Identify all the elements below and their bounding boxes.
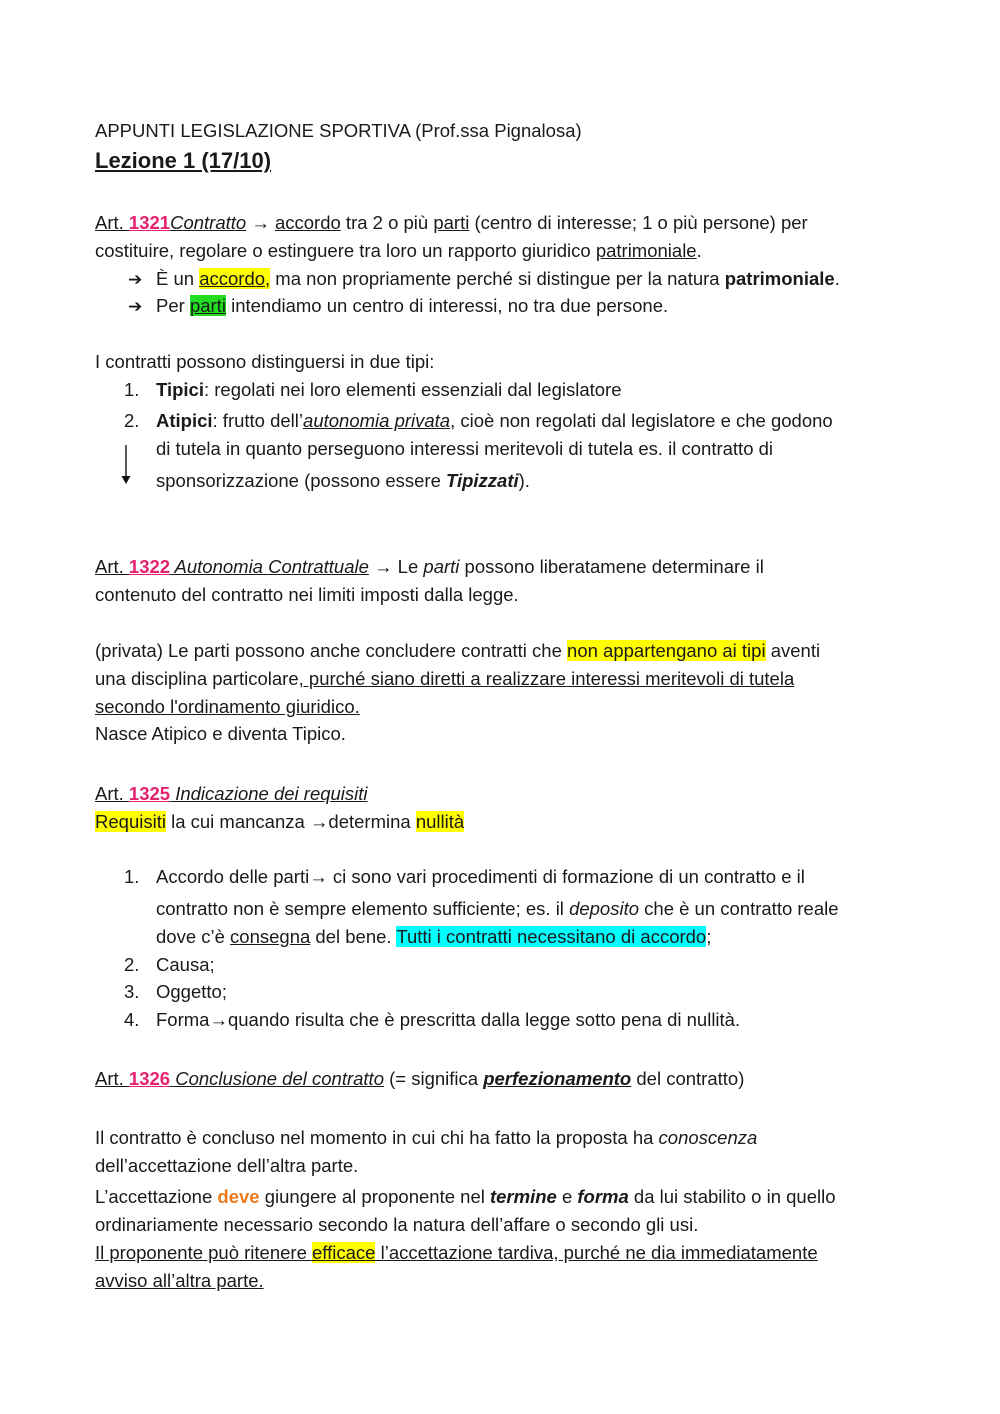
tipici-item [156, 378, 622, 402]
requisiti-line [95, 810, 464, 834]
underlined-text: l’accettazione tardiva, purché ne dia immediatamente [375, 1242, 818, 1263]
lesson-title [95, 149, 271, 174]
highlight-parti: parti [189, 295, 226, 316]
highlight-accordo: accordo, [199, 268, 271, 289]
art-1321-line2 [95, 239, 702, 263]
art-label: Art. [95, 1068, 129, 1089]
text-segment: → Le [368, 556, 424, 577]
article-name: Contratto [170, 212, 247, 233]
term-conoscenza: conoscenza [658, 1127, 758, 1148]
requisito-accordo-line2 [156, 897, 839, 921]
text-segment: da lui stabilito o in quello [628, 1186, 836, 1207]
text-segment: ; [706, 926, 712, 947]
term-parti: parti [433, 212, 470, 233]
text-segment: , cioè non regolati dal legislatore e che godono [450, 410, 833, 431]
text-segment: e [556, 1186, 578, 1207]
art-1322-p2 [95, 667, 794, 691]
text-segment: la cui mancanza →determina [165, 811, 416, 832]
term-tipici: Tipici [156, 379, 204, 400]
underlined-text: secondo l'ordinamento giuridico. [95, 696, 360, 717]
art-1326-p6 [95, 1269, 264, 1293]
text-segment: : regolati nei loro elementi essenziali dal legislatore [203, 379, 622, 400]
art-1322-p4: Nasce Atipico e diventa Tipico. [95, 723, 346, 744]
text-segment: Il contratto è concluso nel momento in cui chi ha fatto la proposta ha [95, 1127, 659, 1148]
course-title [95, 119, 582, 143]
bullet-2 [156, 294, 668, 318]
requisito-oggetto: Oggetto; [156, 981, 227, 1002]
text-segment: : frutto dell’ [212, 410, 304, 431]
underlined-text: avviso all’altra parte. [95, 1270, 264, 1291]
list-number: 1. [124, 379, 140, 400]
term-atipici: Atipici [156, 410, 213, 431]
art-1326-heading [95, 1067, 744, 1091]
highlight-efficace: efficace [312, 1242, 376, 1263]
text-segment: ). [518, 470, 530, 491]
article-name: Autonomia Contrattuale [170, 556, 369, 577]
text-segment: possono liberatamene determinare il [459, 556, 764, 577]
list-number: 2. [124, 410, 140, 431]
list-number: 3. [124, 981, 140, 1002]
text-segment: aventi [765, 640, 821, 661]
art-1322-p1 [95, 639, 820, 663]
atipici-line2: di tutela in quanto perseguono interessi meritevoli di tutela es. il contratto di [156, 438, 774, 459]
down-arrow-icon [120, 445, 132, 485]
bullet-arrow-icon: ➔ [128, 270, 143, 289]
term-patrimoniale: patrimoniale [595, 240, 697, 261]
article-name: Conclusione del contratto [170, 1068, 384, 1089]
art-1322-heading [95, 555, 764, 579]
text-segment: che è un contratto reale [639, 898, 839, 919]
art-1326-p1 [95, 1126, 757, 1150]
article-number: 1326 [128, 1068, 171, 1089]
underlined-text: Il proponente può ritenere [95, 1242, 313, 1263]
term-deve: deve [217, 1186, 260, 1207]
text-segment: ma non propriamente perché si distingue per la natura [270, 268, 725, 289]
art-1322-p3 [95, 695, 360, 719]
text-segment: una disciplina particolare [95, 668, 299, 689]
art-1326-p5 [95, 1241, 818, 1265]
term-deposito: deposito [569, 898, 640, 919]
atipici-item [156, 409, 833, 433]
requisito-accordo-line3 [156, 925, 711, 949]
term-accordo: accordo [274, 212, 341, 233]
text-segment: . [696, 240, 702, 261]
highlight-tutti-i-contratti: Tutti i contratti necessitano di accordo [396, 926, 707, 947]
text-segment: giungere al proponente nel [259, 1186, 490, 1207]
term-autonomia-privata: autonomia privata [303, 410, 451, 431]
text-segment: . [834, 268, 840, 289]
list-number: 2. [124, 954, 140, 975]
text-segment: Per [156, 295, 190, 316]
requisito-forma: Forma→quando risulta che è prescritta dalla legge sotto pena di nullità. [156, 1009, 741, 1030]
term-forma: forma [577, 1186, 629, 1207]
term-termine: termine [489, 1186, 557, 1207]
text-segment: del contratto) [631, 1068, 745, 1089]
art-1322-line2: contenuto del contratto nei limiti imposti dalla legge. [95, 584, 519, 605]
bullet-1 [156, 267, 840, 291]
text-segment: tra 2 o più [340, 212, 434, 233]
list-number: 4. [124, 1009, 140, 1030]
text-segment: del bene. [310, 926, 397, 947]
art-1326-p3 [95, 1185, 836, 1209]
atipici-line3 [156, 469, 530, 493]
highlight-non-appartengano: non appartengano ai tipi [567, 640, 766, 661]
underlined-text: , purché siano diretti a realizzare interessi meritevoli di tutela [298, 668, 795, 689]
term-tipizzati: Tipizzati [446, 470, 519, 491]
article-name: Indicazione dei requisiti [170, 783, 368, 804]
text-segment: sponsorizzazione (possono essere [156, 470, 446, 491]
text-segment: (= significa [383, 1068, 484, 1089]
arrow-text: → [246, 212, 275, 233]
text-segment: (centro di interesse; 1 o più persone) per [469, 212, 808, 233]
highlight-nullita: nullità [415, 811, 465, 832]
requisito-causa: Causa; [156, 954, 215, 975]
art-1325-heading [95, 782, 368, 806]
art-1326-p2: dell’accettazione dell’altra parte. [95, 1155, 359, 1176]
term-perfezionamento: perfezionamento [483, 1068, 632, 1089]
text-segment: dove c’è [156, 926, 231, 947]
text-segment: intendiamo un centro di interessi, no tra due persone. [225, 295, 669, 316]
art-1326-p4: ordinariamente necessario secondo la natura dell’affare o secondo gli usi. [95, 1214, 699, 1235]
list-number: 1. [124, 866, 140, 887]
highlight-requisiti: Requisiti [95, 811, 166, 832]
art-label: Art. [95, 212, 129, 233]
text-segment: costituire, regolare o estinguere tra loro un rapporto giuridico [95, 240, 596, 261]
term-parti: parti [423, 556, 460, 577]
text-segment: (privata) Le parti possono anche concludere contratti che [95, 640, 568, 661]
article-number: 1321 [128, 212, 171, 233]
text-segment: È un [156, 268, 200, 289]
bullet-arrow-icon: ➔ [128, 297, 143, 316]
art-1321-heading [95, 211, 808, 235]
article-number: 1322 [128, 556, 171, 577]
tipi-intro: I contratti possono distinguersi in due tipi: [95, 351, 435, 372]
lesson-title-text: Lezione 1 (17/10) [95, 148, 272, 173]
requisito-accordo: Accordo delle parti→ ci sono vari procedimenti di formazione di un contratto e il [156, 866, 805, 887]
art-label: Art. [95, 556, 129, 577]
text-segment: contratto non è sempre elemento sufficiente; es. il [156, 898, 570, 919]
text-segment: L’accettazione [95, 1186, 218, 1207]
article-number: 1325 [128, 783, 171, 804]
art-label: Art. [95, 783, 129, 804]
bold-patrimoniale: patrimoniale [724, 268, 835, 289]
term-consegna: consegna [230, 926, 311, 947]
course-title-text: APPUNTI LEGISLAZIONE SPORTIVA (Prof.ssa Pignalosa) [95, 120, 582, 141]
